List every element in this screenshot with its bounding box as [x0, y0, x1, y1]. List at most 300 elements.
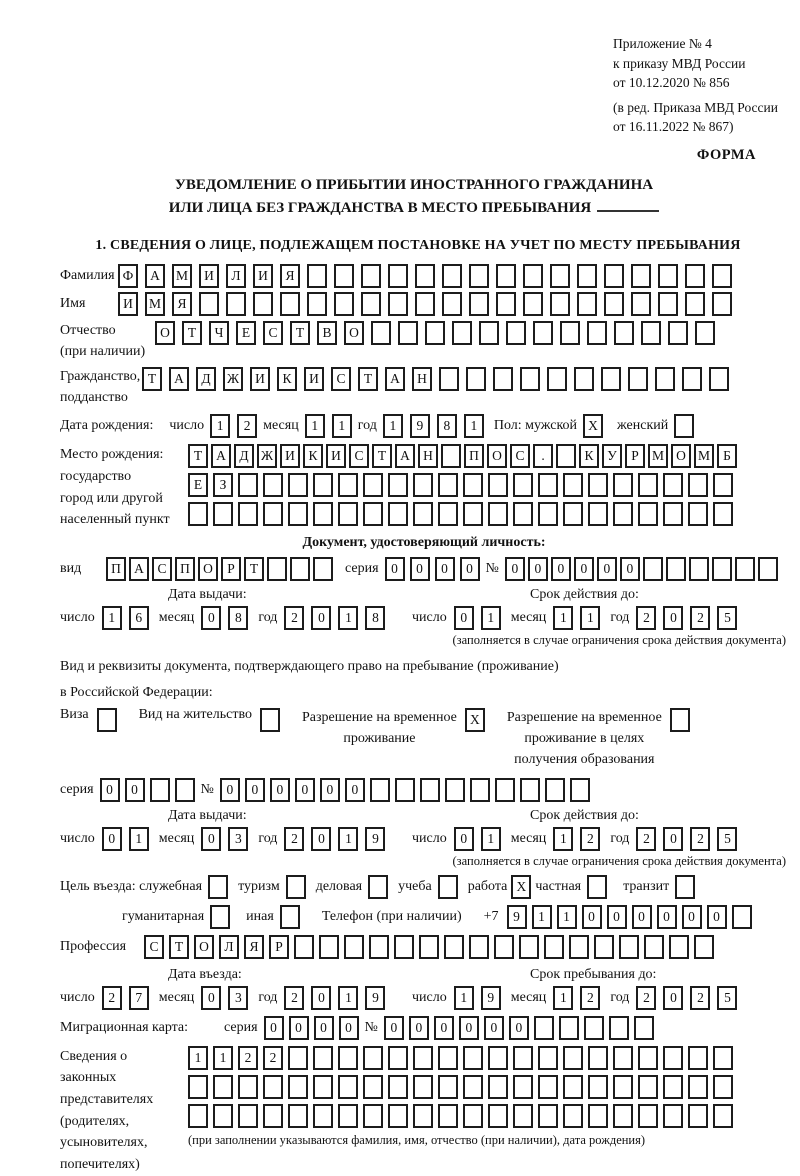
form-cell[interactable]	[588, 1046, 608, 1070]
other-checkbox[interactable]	[280, 905, 300, 929]
form-cell[interactable]: 1	[102, 606, 122, 630]
entry-month-cells[interactable]	[201, 986, 248, 1010]
form-cell[interactable]	[210, 905, 230, 929]
form-cell[interactable]	[545, 778, 565, 802]
doc-issue-year-cells[interactable]	[284, 606, 385, 630]
form-cell[interactable]	[563, 502, 583, 526]
form-cell[interactable]: Т	[358, 367, 378, 391]
form-cell[interactable]: П	[106, 557, 126, 581]
form-cell[interactable]	[488, 502, 508, 526]
form-cell[interactable]	[663, 1075, 683, 1099]
form-cell[interactable]: 0	[100, 778, 120, 802]
form-cell[interactable]	[713, 1104, 733, 1128]
form-cell[interactable]: 2	[284, 827, 304, 851]
form-cell[interactable]	[675, 875, 695, 899]
form-cell[interactable]: 1	[188, 1046, 208, 1070]
form-cell[interactable]	[588, 1075, 608, 1099]
form-cell[interactable]: Л	[219, 935, 239, 959]
form-cell[interactable]: 0	[201, 827, 221, 851]
form-cell[interactable]	[452, 321, 472, 345]
form-cell[interactable]: 0	[663, 986, 683, 1010]
form-cell[interactable]: 8	[365, 606, 385, 630]
form-cell[interactable]: А	[169, 367, 189, 391]
form-cell[interactable]	[550, 264, 570, 288]
form-cell[interactable]	[363, 1075, 383, 1099]
form-cell[interactable]: 1	[332, 414, 352, 438]
form-cell[interactable]: Я	[280, 264, 300, 288]
form-cell[interactable]: 5	[717, 606, 737, 630]
form-cell[interactable]	[495, 778, 515, 802]
form-cell[interactable]: И	[304, 367, 324, 391]
profession-cells[interactable]	[144, 935, 714, 959]
form-cell[interactable]: 2	[636, 827, 656, 851]
permit-valid-year-cells[interactable]	[636, 827, 737, 851]
form-cell[interactable]: 9	[507, 905, 527, 929]
form-cell[interactable]	[658, 292, 678, 316]
form-cell[interactable]: 0	[311, 986, 331, 1010]
migration-series-cells[interactable]	[264, 1016, 359, 1040]
form-cell[interactable]	[587, 875, 607, 899]
form-cell[interactable]	[313, 1104, 333, 1128]
temp-residence-checkbox[interactable]	[465, 708, 485, 732]
form-cell[interactable]: 2	[690, 827, 710, 851]
form-cell[interactable]	[712, 292, 732, 316]
form-cell[interactable]	[588, 473, 608, 497]
stay-month-cells[interactable]	[553, 986, 600, 1010]
form-cell[interactable]	[688, 502, 708, 526]
form-cell[interactable]	[288, 502, 308, 526]
form-cell[interactable]	[334, 264, 354, 288]
form-cell[interactable]: 9	[365, 986, 385, 1010]
form-cell[interactable]	[638, 1075, 658, 1099]
work-checkbox[interactable]	[511, 875, 531, 899]
form-cell[interactable]	[438, 1075, 458, 1099]
sex-female-checkbox[interactable]	[674, 414, 694, 438]
form-cell[interactable]: 1	[338, 986, 358, 1010]
form-cell[interactable]	[442, 292, 462, 316]
form-cell[interactable]	[712, 264, 732, 288]
form-cell[interactable]: 0	[410, 557, 430, 581]
form-cell[interactable]: К	[303, 444, 323, 468]
form-cell[interactable]	[663, 473, 683, 497]
birthplace-row2-cells[interactable]	[188, 473, 788, 497]
form-cell[interactable]	[538, 502, 558, 526]
form-cell[interactable]	[563, 1075, 583, 1099]
form-cell[interactable]	[685, 292, 705, 316]
form-cell[interactable]	[413, 502, 433, 526]
patronymic-cells[interactable]	[155, 321, 715, 345]
form-cell[interactable]	[338, 1104, 358, 1128]
form-cell[interactable]	[488, 473, 508, 497]
form-cell[interactable]	[689, 557, 709, 581]
form-cell[interactable]	[213, 1075, 233, 1099]
form-cell[interactable]: 0	[320, 778, 340, 802]
form-cell[interactable]	[638, 1046, 658, 1070]
form-cell[interactable]: 0	[460, 557, 480, 581]
form-cell[interactable]: 0	[125, 778, 145, 802]
form-cell[interactable]: С	[349, 444, 369, 468]
form-cell[interactable]	[444, 935, 464, 959]
form-cell[interactable]: Ж	[223, 367, 243, 391]
form-cell[interactable]: 0	[102, 827, 122, 851]
form-cell[interactable]: 0	[657, 905, 677, 929]
form-cell[interactable]: Е	[188, 473, 208, 497]
form-cell[interactable]	[150, 778, 170, 802]
form-cell[interactable]	[368, 875, 388, 899]
form-cell[interactable]	[538, 1075, 558, 1099]
form-cell[interactable]: Р	[269, 935, 289, 959]
form-cell[interactable]	[313, 502, 333, 526]
form-cell[interactable]: 0	[201, 606, 221, 630]
form-cell[interactable]: 2	[263, 1046, 283, 1070]
form-cell[interactable]: Т	[182, 321, 202, 345]
given-name-cells[interactable]	[118, 292, 732, 316]
form-cell[interactable]: С	[510, 444, 530, 468]
form-cell[interactable]	[488, 1104, 508, 1128]
form-cell[interactable]	[361, 292, 381, 316]
form-cell[interactable]	[388, 502, 408, 526]
form-cell[interactable]	[369, 935, 389, 959]
form-cell[interactable]: 0	[295, 778, 315, 802]
form-cell[interactable]	[523, 292, 543, 316]
form-cell[interactable]	[631, 264, 651, 288]
form-cell[interactable]	[188, 1075, 208, 1099]
form-cell[interactable]: 0	[582, 905, 602, 929]
form-cell[interactable]: К	[579, 444, 599, 468]
form-cell[interactable]: 0	[607, 905, 627, 929]
form-cell[interactable]	[313, 473, 333, 497]
form-cell[interactable]	[388, 264, 408, 288]
form-cell[interactable]: Д	[196, 367, 216, 391]
form-cell[interactable]	[288, 1104, 308, 1128]
form-cell[interactable]: Д	[234, 444, 254, 468]
form-cell[interactable]	[438, 1104, 458, 1128]
form-cell[interactable]: 0	[201, 986, 221, 1010]
form-cell[interactable]	[713, 1046, 733, 1070]
form-cell[interactable]	[634, 1016, 654, 1040]
form-cell[interactable]: 0	[434, 1016, 454, 1040]
form-cell[interactable]	[663, 1046, 683, 1070]
form-cell[interactable]	[313, 1075, 333, 1099]
doc-valid-month-cells[interactable]	[553, 606, 600, 630]
study-checkbox[interactable]	[438, 875, 458, 899]
form-cell[interactable]: М	[648, 444, 668, 468]
form-cell[interactable]	[338, 1046, 358, 1070]
form-cell[interactable]	[638, 1104, 658, 1128]
form-cell[interactable]	[388, 473, 408, 497]
business-checkbox[interactable]	[368, 875, 388, 899]
form-cell[interactable]	[663, 502, 683, 526]
form-cell[interactable]	[688, 1046, 708, 1070]
form-cell[interactable]: 1	[210, 414, 230, 438]
form-cell[interactable]	[493, 367, 513, 391]
form-cell[interactable]: А	[385, 367, 405, 391]
doc-series-cells[interactable]	[385, 557, 480, 581]
form-cell[interactable]: 0	[264, 1016, 284, 1040]
form-cell[interactable]: Е	[236, 321, 256, 345]
form-cell[interactable]	[638, 502, 658, 526]
form-cell[interactable]: 0	[682, 905, 702, 929]
form-cell[interactable]: 1	[338, 827, 358, 851]
form-cell[interactable]: Н	[412, 367, 432, 391]
form-cell[interactable]: Т	[290, 321, 310, 345]
form-cell[interactable]: 1	[553, 986, 573, 1010]
form-cell[interactable]	[238, 1075, 258, 1099]
form-cell[interactable]	[238, 502, 258, 526]
form-cell[interactable]	[463, 473, 483, 497]
form-cell[interactable]: М	[172, 264, 192, 288]
form-cell[interactable]	[313, 557, 333, 581]
form-cell[interactable]	[371, 321, 391, 345]
form-cell[interactable]	[344, 935, 364, 959]
form-cell[interactable]	[685, 264, 705, 288]
form-cell[interactable]	[688, 473, 708, 497]
form-cell[interactable]: О	[194, 935, 214, 959]
form-cell[interactable]	[631, 292, 651, 316]
form-cell[interactable]	[469, 264, 489, 288]
form-cell[interactable]	[682, 367, 702, 391]
form-cell[interactable]: Р	[625, 444, 645, 468]
purpose-official-checkbox[interactable]	[208, 875, 228, 899]
sex-male-checkbox[interactable]	[583, 414, 603, 438]
form-cell[interactable]: 2	[636, 986, 656, 1010]
form-cell[interactable]	[638, 473, 658, 497]
form-cell[interactable]	[563, 1104, 583, 1128]
form-cell[interactable]	[463, 1046, 483, 1070]
form-cell[interactable]	[188, 1104, 208, 1128]
form-cell[interactable]	[713, 502, 733, 526]
form-cell[interactable]: 0	[314, 1016, 334, 1040]
form-cell[interactable]	[520, 778, 540, 802]
form-cell[interactable]: 0	[528, 557, 548, 581]
permit-valid-day-cells[interactable]	[454, 827, 501, 851]
form-cell[interactable]	[338, 1075, 358, 1099]
form-cell[interactable]: 1	[454, 986, 474, 1010]
form-cell[interactable]: 1	[553, 827, 573, 851]
form-cell[interactable]	[466, 367, 486, 391]
permit-issue-year-cells[interactable]	[284, 827, 385, 851]
form-cell[interactable]: 0	[632, 905, 652, 929]
form-cell[interactable]: И	[326, 444, 346, 468]
form-cell[interactable]	[413, 1075, 433, 1099]
form-cell[interactable]	[604, 292, 624, 316]
form-cell[interactable]	[388, 292, 408, 316]
form-cell[interactable]	[263, 502, 283, 526]
form-cell[interactable]: 8	[437, 414, 457, 438]
form-cell[interactable]	[213, 502, 233, 526]
form-cell[interactable]: 2	[237, 414, 257, 438]
form-cell[interactable]	[641, 321, 661, 345]
form-cell[interactable]	[290, 557, 310, 581]
form-cell[interactable]	[463, 1104, 483, 1128]
birth-year-cells[interactable]	[383, 414, 484, 438]
form-cell[interactable]: О	[487, 444, 507, 468]
form-cell[interactable]: Т	[169, 935, 189, 959]
form-cell[interactable]	[280, 292, 300, 316]
form-cell[interactable]	[463, 502, 483, 526]
form-cell[interactable]	[488, 1075, 508, 1099]
form-cell[interactable]: В	[317, 321, 337, 345]
form-cell[interactable]	[547, 367, 567, 391]
form-cell[interactable]	[601, 367, 621, 391]
representatives-row2-cells[interactable]	[188, 1075, 788, 1099]
form-cell[interactable]: 0	[270, 778, 290, 802]
form-cell[interactable]: Н	[418, 444, 438, 468]
form-cell[interactable]: 0	[620, 557, 640, 581]
form-cell[interactable]	[609, 1016, 629, 1040]
form-cell[interactable]	[628, 367, 648, 391]
form-cell[interactable]: .	[533, 444, 553, 468]
form-cell[interactable]: 9	[481, 986, 501, 1010]
form-cell[interactable]	[712, 557, 732, 581]
permit-series-cells[interactable]	[100, 778, 195, 802]
form-cell[interactable]	[286, 875, 306, 899]
form-cell[interactable]: М	[145, 292, 165, 316]
form-cell[interactable]: 7	[129, 986, 149, 1010]
form-cell[interactable]: 1	[305, 414, 325, 438]
form-cell[interactable]: О	[155, 321, 175, 345]
form-cell[interactable]	[556, 444, 576, 468]
form-cell[interactable]	[370, 778, 390, 802]
form-cell[interactable]	[441, 444, 461, 468]
form-cell[interactable]: П	[464, 444, 484, 468]
permit-number-cells[interactable]	[220, 778, 590, 802]
form-cell[interactable]: 1	[481, 827, 501, 851]
form-cell[interactable]	[469, 935, 489, 959]
form-cell[interactable]	[415, 292, 435, 316]
form-cell[interactable]: 0	[345, 778, 365, 802]
form-cell[interactable]: 0	[574, 557, 594, 581]
form-cell[interactable]: 2	[580, 986, 600, 1010]
form-cell[interactable]	[267, 557, 287, 581]
form-cell[interactable]	[445, 778, 465, 802]
form-cell[interactable]: 3	[228, 827, 248, 851]
form-cell[interactable]	[188, 502, 208, 526]
form-cell[interactable]	[613, 1104, 633, 1128]
form-cell[interactable]	[669, 935, 689, 959]
doc-number-cells[interactable]	[505, 557, 778, 581]
form-cell[interactable]	[594, 935, 614, 959]
form-cell[interactable]: А	[129, 557, 149, 581]
form-cell[interactable]	[574, 367, 594, 391]
form-cell[interactable]: 0	[484, 1016, 504, 1040]
form-cell[interactable]: Т	[372, 444, 392, 468]
form-cell[interactable]	[363, 502, 383, 526]
form-cell[interactable]: 1	[464, 414, 484, 438]
form-cell[interactable]	[563, 473, 583, 497]
form-cell[interactable]	[479, 321, 499, 345]
form-cell[interactable]: З	[213, 473, 233, 497]
form-cell[interactable]	[313, 1046, 333, 1070]
form-cell[interactable]	[655, 367, 675, 391]
form-cell[interactable]	[488, 1046, 508, 1070]
permit-issue-day-cells[interactable]	[102, 827, 149, 851]
form-cell[interactable]	[538, 1104, 558, 1128]
form-cell[interactable]	[438, 875, 458, 899]
form-cell[interactable]	[613, 1046, 633, 1070]
form-cell[interactable]	[226, 292, 246, 316]
form-cell[interactable]	[695, 321, 715, 345]
form-cell[interactable]	[563, 1046, 583, 1070]
form-cell[interactable]: 1	[532, 905, 552, 929]
form-cell[interactable]	[577, 264, 597, 288]
form-cell[interactable]	[208, 875, 228, 899]
form-cell[interactable]: 5	[717, 986, 737, 1010]
representatives-row3-cells[interactable]	[188, 1104, 788, 1128]
form-cell[interactable]: 0	[454, 606, 474, 630]
form-cell[interactable]	[663, 1104, 683, 1128]
form-cell[interactable]	[307, 292, 327, 316]
form-cell[interactable]	[438, 473, 458, 497]
form-cell[interactable]: С	[263, 321, 283, 345]
form-cell[interactable]	[361, 264, 381, 288]
form-cell[interactable]: И	[280, 444, 300, 468]
form-cell[interactable]	[388, 1104, 408, 1128]
form-cell[interactable]	[425, 321, 445, 345]
form-cell[interactable]	[395, 778, 415, 802]
form-cell[interactable]: С	[331, 367, 351, 391]
form-cell[interactable]: Л	[226, 264, 246, 288]
form-cell[interactable]	[238, 473, 258, 497]
form-cell[interactable]: Я	[172, 292, 192, 316]
form-cell[interactable]: 0	[663, 827, 683, 851]
form-cell[interactable]	[577, 292, 597, 316]
form-cell[interactable]	[658, 264, 678, 288]
form-cell[interactable]	[263, 1075, 283, 1099]
form-cell[interactable]	[442, 264, 462, 288]
form-cell[interactable]	[688, 1075, 708, 1099]
form-cell[interactable]	[398, 321, 418, 345]
form-cell[interactable]	[288, 473, 308, 497]
form-cell[interactable]	[288, 1046, 308, 1070]
form-cell[interactable]: 1	[580, 606, 600, 630]
form-cell[interactable]: А	[145, 264, 165, 288]
form-cell[interactable]	[307, 264, 327, 288]
form-cell[interactable]: 0	[220, 778, 240, 802]
form-cell[interactable]	[735, 557, 755, 581]
form-cell[interactable]	[534, 1016, 554, 1040]
form-cell[interactable]: 2	[284, 606, 304, 630]
form-cell[interactable]	[238, 1104, 258, 1128]
form-cell[interactable]	[260, 708, 280, 732]
form-cell[interactable]: 2	[238, 1046, 258, 1070]
form-cell[interactable]	[388, 1046, 408, 1070]
form-cell[interactable]	[415, 264, 435, 288]
form-cell[interactable]	[438, 502, 458, 526]
form-cell[interactable]	[496, 264, 516, 288]
form-cell[interactable]: С	[152, 557, 172, 581]
form-cell[interactable]	[319, 935, 339, 959]
form-cell[interactable]: 2	[636, 606, 656, 630]
form-cell[interactable]: X	[465, 708, 485, 732]
form-cell[interactable]: X	[511, 875, 531, 899]
doc-kind-cells[interactable]	[106, 557, 333, 581]
birthplace-row3-cells[interactable]	[188, 502, 788, 526]
form-cell[interactable]: К	[277, 367, 297, 391]
form-cell[interactable]: 8	[228, 606, 248, 630]
form-cell[interactable]	[513, 502, 533, 526]
form-cell[interactable]: Ж	[257, 444, 277, 468]
form-cell[interactable]	[413, 1046, 433, 1070]
residence-permit-checkbox[interactable]	[260, 708, 280, 732]
form-cell[interactable]	[419, 935, 439, 959]
form-cell[interactable]: 1	[553, 606, 573, 630]
form-cell[interactable]	[520, 367, 540, 391]
form-cell[interactable]	[199, 292, 219, 316]
form-cell[interactable]: И	[118, 292, 138, 316]
form-cell[interactable]: 9	[410, 414, 430, 438]
form-cell[interactable]	[732, 905, 752, 929]
